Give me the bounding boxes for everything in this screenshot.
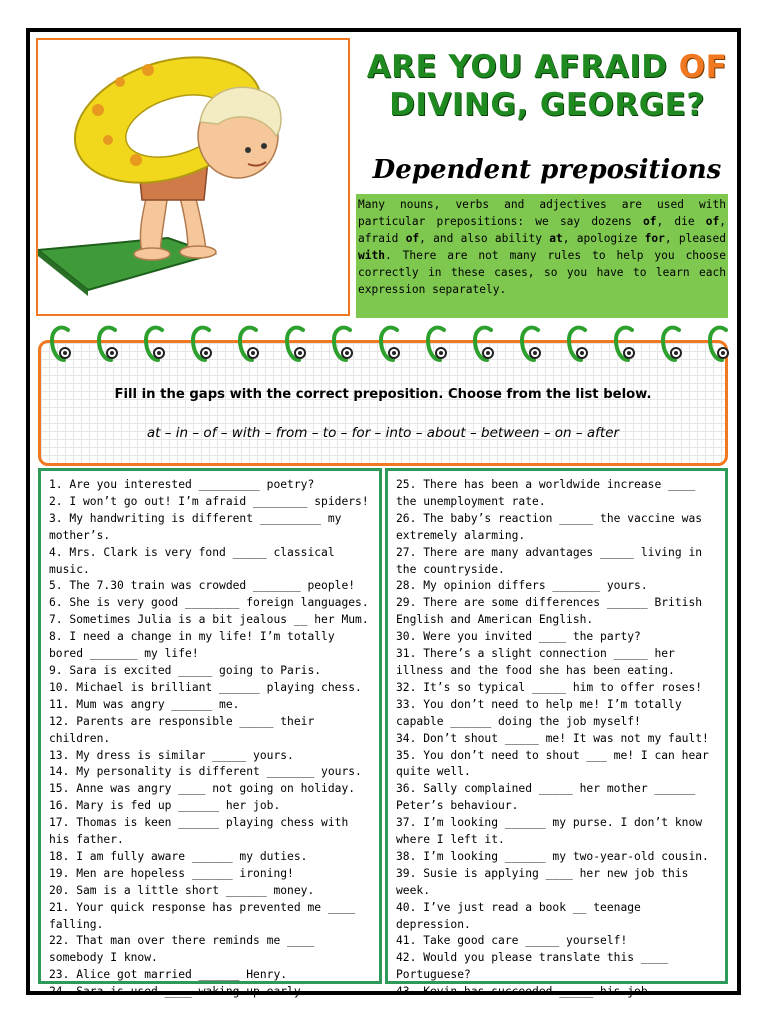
illustration-frame bbox=[36, 38, 350, 316]
spiral-ring-icon bbox=[236, 322, 268, 368]
spiral-ring-icon bbox=[518, 322, 550, 368]
question-item: 16. Mary is fed up ______ her job. bbox=[49, 799, 281, 813]
question-item: 39. Susie is applying ____ her new job this week. bbox=[396, 866, 689, 897]
question-item: 36. Sally complained _____ her mother ______ Peter’s behaviour. bbox=[396, 782, 696, 813]
intro-highlighted-preposition: of bbox=[705, 214, 720, 228]
intro-text: , apologize bbox=[562, 231, 645, 245]
title-part-1: ARE YOU AFRAID bbox=[366, 49, 679, 85]
intro-text: , pleased bbox=[664, 231, 727, 245]
question-item: 2. I won’t go out! I’m afraid ________ spiders! bbox=[49, 494, 369, 508]
worksheet-subtitle: Dependent prepositions bbox=[372, 155, 722, 185]
question-item: 13. My dress is similar _____ yours. bbox=[49, 748, 294, 762]
spiral-ring-icon bbox=[659, 322, 691, 368]
spiral-ring-icon bbox=[330, 322, 362, 368]
spiral-ring-icon bbox=[565, 322, 597, 368]
intro-highlighted-preposition: for bbox=[644, 231, 665, 245]
question-item: 29. There are some differences ______ British English and American English. bbox=[396, 596, 703, 627]
question-item: 22. That man over there reminds me ____ somebody I know. bbox=[49, 934, 315, 965]
question-item: 4. Mrs. Clark is very fond _____ classical music. bbox=[49, 545, 335, 576]
question-item: 31. There’s a slight connection _____ her illness and the food she has been eating. bbox=[396, 647, 675, 677]
question-item: 20. Sam is a little short ______ money. bbox=[49, 883, 315, 897]
question-item: 17. Thomas is keen ______ playing chess with his father. bbox=[49, 816, 349, 847]
intro-paragraph bbox=[356, 194, 728, 318]
question-item: 8. I need a change in my life! I’m totally bored _______ my life! bbox=[49, 630, 335, 661]
question-item: 14. My personality is different _______ yours. bbox=[49, 765, 362, 779]
intro-text: , afraid bbox=[358, 214, 726, 245]
spiral-ring-icon bbox=[706, 322, 738, 368]
question-item: 3. My handwriting is different _________ my mother’s. bbox=[49, 511, 342, 542]
title-accent-word: OF bbox=[678, 49, 728, 85]
question-item: 35. You don’t need to shout ___ me! I can hear quite well. bbox=[396, 748, 709, 779]
questions-column-left bbox=[38, 468, 382, 999]
question-item: 37. I’m looking ______ my purse. I don’t know where I left it. bbox=[396, 816, 703, 847]
spiral-ring-icon bbox=[142, 322, 174, 368]
question-item: 27. There are many advantages _____ living in the countryside. bbox=[396, 545, 703, 576]
question-item: 41. Take good care _____ yourself! bbox=[396, 934, 628, 948]
preposition-word-list: at – in – of – with – from – to – for – into – about – between – on – after bbox=[146, 425, 620, 441]
question-item: 33. You don’t need to help me! I’m totally capable ______ doing the job myself! bbox=[396, 697, 682, 728]
question-item: 43. Kevin has succeeded _____ his job. bbox=[396, 985, 655, 999]
question-item: 11. Mum was angry ______ me. bbox=[49, 697, 240, 711]
question-item: 5. The 7.30 train was crowded _______ people! bbox=[49, 579, 356, 593]
question-item: 19. Men are hopeless ______ ironing! bbox=[49, 866, 294, 880]
question-item: 26. The baby’s reaction _____ the vaccine was extremely alarming. bbox=[396, 511, 703, 542]
question-item: 30. Were you invited ____ the party? bbox=[396, 630, 641, 644]
spiral-ring-icon bbox=[95, 322, 127, 368]
question-item: 10. Michael is brilliant ______ playing chess. bbox=[49, 680, 362, 694]
spiral-ring-icon bbox=[377, 322, 409, 368]
intro-highlighted-preposition: at bbox=[549, 231, 563, 245]
spiral-ring-icon bbox=[48, 322, 80, 368]
question-item: 40. I’ve just read a book __ teenage depression. bbox=[396, 900, 641, 931]
question-item: 34. Don’t shout _____ me! It was not my fault! bbox=[396, 731, 709, 745]
question-item: 38. I’m looking ______ my two-year-old cousin. bbox=[396, 849, 709, 863]
intro-highlighted-preposition: with bbox=[358, 248, 385, 262]
question-item: 23. Alice got married ______ Henry. bbox=[49, 968, 288, 982]
question-item: 24. Sara is used ____ waking up early. bbox=[49, 985, 308, 999]
question-item: 28. My opinion differs _______ yours. bbox=[396, 579, 648, 593]
question-item: 12. Parents are responsible _____ their children. bbox=[49, 714, 315, 745]
intro-highlighted-preposition: of bbox=[405, 231, 420, 245]
intro-text: , and also ability bbox=[419, 231, 550, 245]
questions-column-right bbox=[385, 468, 728, 999]
intro-text: . There are not many rules to help you choose correctly in these cases, so you have to learn each expression separately. bbox=[358, 248, 726, 296]
question-item: 32. It’s so typical _____ him to offer roses! bbox=[396, 680, 703, 694]
spiral-ring-icon bbox=[189, 322, 221, 368]
intro-highlighted-preposition: of bbox=[642, 214, 657, 228]
question-item: 21. Your quick response has prevented me ____ falling. bbox=[49, 900, 356, 931]
title-part-2: DIVING, GEORGE? bbox=[389, 87, 705, 123]
spiral-ring-icon bbox=[283, 322, 315, 368]
question-item: 15. Anne was angry ____ not going on holiday. bbox=[49, 782, 356, 796]
notebook-spiral-binding bbox=[48, 322, 738, 368]
boy-with-swim-ring-illustration bbox=[38, 40, 348, 314]
question-item: 25. There has been a worldwide increase ____ the unemployment rate. bbox=[396, 478, 696, 508]
question-item: 1. Are you interested _________ poetry? bbox=[49, 478, 315, 491]
worksheet-title bbox=[352, 48, 742, 124]
intro-text: Many nouns, verbs and adjectives are used with particular prepositions: we say dozens bbox=[358, 198, 726, 228]
question-item: 7. Sometimes Julia is a bit jealous __ her Mum. bbox=[49, 613, 369, 627]
spiral-ring-icon bbox=[471, 322, 503, 368]
question-item: 42. Would you please translate this ____ Portuguese? bbox=[396, 951, 669, 982]
task-instruction: Fill in the gaps with the correct preposition. Choose from the list below. bbox=[114, 387, 652, 402]
spiral-ring-icon bbox=[424, 322, 456, 368]
question-item: 6. She is very good ________ foreign languages. bbox=[49, 596, 369, 610]
question-item: 9. Sara is excited _____ going to Paris. bbox=[49, 663, 322, 677]
intro-text: , die bbox=[656, 214, 706, 228]
spiral-ring-icon bbox=[612, 322, 644, 368]
question-item: 18. I am fully aware ______ my duties. bbox=[49, 849, 308, 863]
